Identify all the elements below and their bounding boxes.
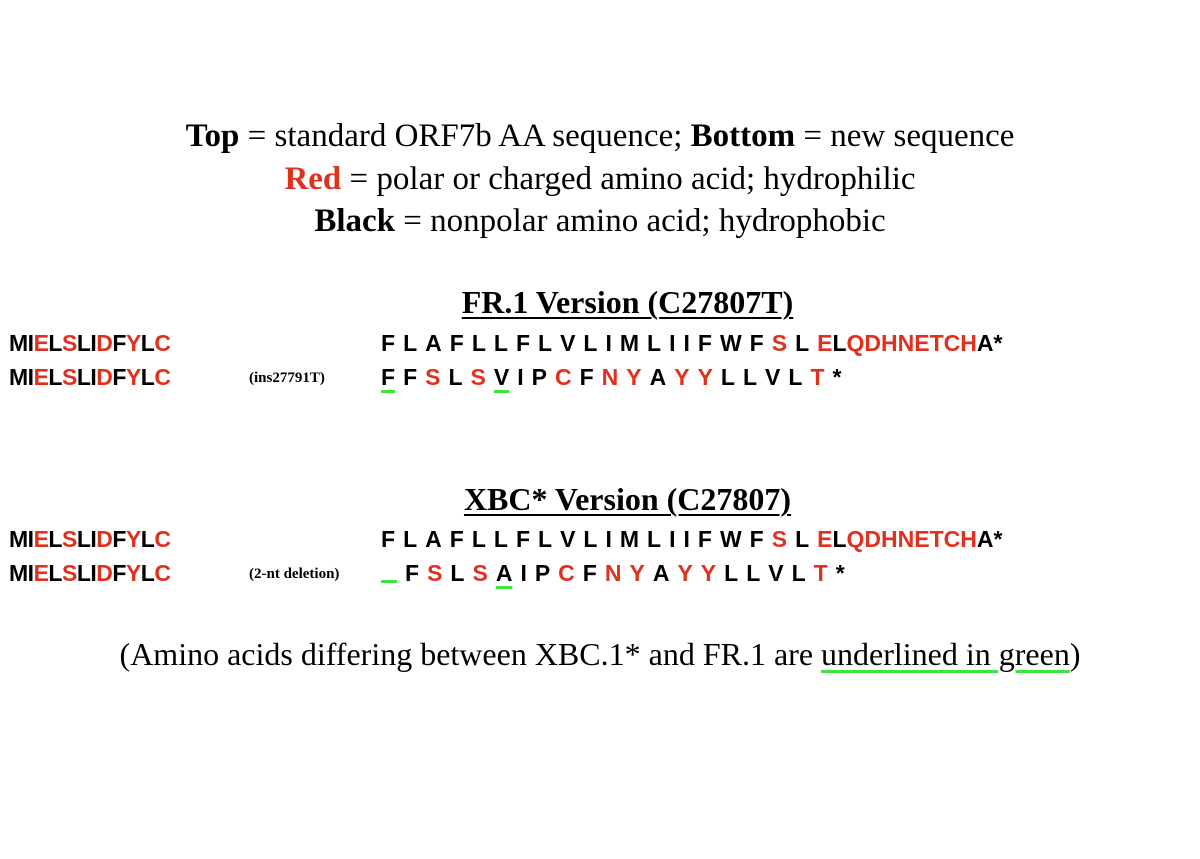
amino-acid-segment: L xyxy=(48,330,62,356)
legend-red-desc: = polar or charged amino acid; hydrophilic xyxy=(341,161,916,197)
legend-line-1 xyxy=(0,115,1200,157)
amino-acid-segment: A* xyxy=(976,330,1003,356)
amino-acid-segment: F xyxy=(112,330,126,356)
amino-acid: L xyxy=(403,330,418,356)
amino-acid-segment: E xyxy=(33,560,49,586)
amino-acid: L xyxy=(724,560,739,586)
amino-acid-segment: MI xyxy=(9,560,34,586)
amino-acid: L xyxy=(471,526,486,552)
amino-acid: L xyxy=(720,364,735,390)
amino-acid: A xyxy=(649,364,667,390)
amino-acid-differing: A xyxy=(495,560,513,586)
amino-acid: I xyxy=(683,526,690,552)
legend-black-label: Black xyxy=(314,203,396,239)
amino-acid: I xyxy=(517,364,524,390)
amino-acid-segment: C xyxy=(154,364,171,390)
amino-acid: V xyxy=(560,330,576,356)
amino-acid: L xyxy=(583,526,598,552)
sequence-row-xbc-bottom xyxy=(9,560,1194,590)
amino-acid-segment: L xyxy=(48,526,62,552)
amino-acid: L xyxy=(795,526,810,552)
amino-acid: N xyxy=(604,560,622,586)
amino-acid-segment: S xyxy=(61,526,77,552)
amino-acid: Y xyxy=(697,364,713,390)
amino-acid: S xyxy=(470,364,486,390)
amino-acid: I xyxy=(669,330,676,356)
amino-acid: L xyxy=(788,364,803,390)
amino-acid: * xyxy=(832,364,842,390)
amino-acid: V xyxy=(560,526,576,552)
amino-acid: A xyxy=(425,330,442,356)
amino-acid-segment: L xyxy=(140,560,155,586)
amino-acid: F xyxy=(579,364,594,390)
amino-acid: T xyxy=(810,364,825,390)
amino-acid-segment: F xyxy=(112,364,126,390)
amino-acid xyxy=(817,330,846,357)
amino-acid: I xyxy=(520,560,527,586)
amino-acid: A xyxy=(425,526,442,552)
mutation-note: (ins27791T) xyxy=(249,370,325,386)
amino-acid: F xyxy=(381,526,396,552)
deletion-gap-marker xyxy=(381,580,397,583)
amino-acid: F xyxy=(697,526,712,552)
amino-acid: S xyxy=(427,560,443,586)
amino-acid: L xyxy=(403,526,418,552)
amino-acid: C xyxy=(558,560,575,586)
amino-acid: L xyxy=(583,330,598,356)
amino-acid-segment: S xyxy=(61,330,77,356)
amino-acid: L xyxy=(795,330,810,356)
amino-acid: S xyxy=(771,330,788,356)
legend-bottom-label: Bottom xyxy=(690,118,796,154)
amino-acid-segment: E xyxy=(33,526,49,552)
legend-black-desc: = nonpolar amino acid; hydrophobic xyxy=(395,203,886,239)
amino-acid xyxy=(847,330,1003,357)
legend-bottom-desc: = new sequence xyxy=(795,118,1015,154)
prefix-sequence xyxy=(9,526,170,553)
footer-note xyxy=(0,636,1200,673)
amino-acid-segment: E xyxy=(817,330,833,356)
amino-acid-segment: QDHNETCH xyxy=(846,330,977,356)
amino-acid: L xyxy=(742,364,758,390)
amino-acid: V xyxy=(768,560,784,586)
amino-acid-segment: F xyxy=(112,526,126,552)
amino-acid: F xyxy=(449,330,464,356)
amino-acid: S xyxy=(425,364,441,390)
amino-acid: W xyxy=(719,330,742,356)
amino-acid: L xyxy=(493,330,508,356)
amino-acid-segment: D xyxy=(96,364,113,390)
amino-acid-segment: C xyxy=(154,560,171,586)
residue-track xyxy=(381,560,853,587)
amino-acid-segment: LI xyxy=(76,330,97,356)
sequence-row-fr1-top xyxy=(9,330,1194,360)
amino-acid: L xyxy=(647,330,662,356)
amino-acid: L xyxy=(448,364,463,390)
amino-acid: L xyxy=(450,560,465,586)
amino-acid: I xyxy=(605,330,612,356)
amino-acid: P xyxy=(531,364,547,390)
amino-acid-segment: MI xyxy=(9,330,34,356)
amino-acid-segment: A* xyxy=(976,526,1003,552)
amino-acid xyxy=(817,526,846,553)
amino-acid-segment: S xyxy=(61,560,77,586)
amino-acid: L xyxy=(538,330,553,356)
amino-acid: F xyxy=(749,330,764,356)
amino-acid-segment: L xyxy=(140,330,155,356)
amino-acid: N xyxy=(601,364,619,390)
amino-acid: F xyxy=(381,330,396,356)
amino-acid: S xyxy=(771,526,788,552)
amino-acid-segment: MI xyxy=(9,364,34,390)
amino-acid-segment: MI xyxy=(9,526,34,552)
amino-acid-segment: LI xyxy=(76,364,97,390)
amino-acid-segment: L xyxy=(140,364,155,390)
footer-close-paren: ) xyxy=(1069,636,1081,672)
amino-acid: M xyxy=(619,526,640,552)
footer-text: (Amino acids differing between XBC.1* and FR.1 are xyxy=(119,636,822,672)
amino-acid: L xyxy=(647,526,662,552)
section-title-xbc: XBC* Version (C27807) xyxy=(463,481,792,517)
amino-acid-segment: D xyxy=(96,330,113,356)
amino-acid: F xyxy=(405,560,420,586)
legend-top-desc: = standard ORF7b AA sequence; xyxy=(239,118,691,154)
amino-acid: F xyxy=(749,526,764,552)
amino-acid-segment: E xyxy=(33,364,49,390)
amino-acid-differing: F xyxy=(381,364,396,390)
amino-acid: I xyxy=(669,526,676,552)
amino-acid-segment: L xyxy=(140,526,155,552)
amino-acid-segment: C xyxy=(154,526,171,552)
mutation-note: (2-nt deletion) xyxy=(249,566,340,582)
residue-track xyxy=(381,526,1010,553)
prefix-sequence xyxy=(9,330,170,357)
amino-acid: L xyxy=(471,330,486,356)
residue-track xyxy=(381,330,1010,357)
amino-acid xyxy=(847,526,1003,553)
amino-acid: Y xyxy=(629,560,645,586)
amino-acid: F xyxy=(515,526,530,552)
amino-acid: F xyxy=(697,330,712,356)
footer-underlined-text: underlined in green xyxy=(821,636,1070,672)
legend-red-label: Red xyxy=(284,161,342,197)
amino-acid: L xyxy=(746,560,761,586)
amino-acid-segment: Y xyxy=(125,364,141,390)
amino-acid: F xyxy=(582,560,597,586)
amino-acid-segment: L xyxy=(832,330,847,356)
amino-acid-segment: LI xyxy=(76,526,97,552)
amino-acid: C xyxy=(554,364,572,390)
amino-acid-segment: S xyxy=(61,364,77,390)
amino-acid: Y xyxy=(677,560,693,586)
amino-acid: I xyxy=(605,526,612,552)
amino-acid-segment: E xyxy=(817,526,833,552)
amino-acid: F xyxy=(449,526,464,552)
amino-acid: W xyxy=(719,526,742,552)
amino-acid-segment: Y xyxy=(125,560,141,586)
amino-acid-segment: LI xyxy=(76,560,97,586)
amino-acid-segment: L xyxy=(48,364,62,390)
amino-acid: T xyxy=(813,560,828,586)
legend-line-2 xyxy=(0,158,1200,200)
amino-acid: * xyxy=(835,560,845,586)
amino-acid: Y xyxy=(674,364,690,390)
amino-acid-segment: Y xyxy=(125,330,141,356)
amino-acid: L xyxy=(791,560,806,586)
sequence-row-xbc-top xyxy=(9,526,1194,556)
amino-acid: I xyxy=(683,330,690,356)
amino-acid: V xyxy=(765,364,781,390)
section-title-fr1: FR.1 Version (C27807T) xyxy=(461,284,794,320)
amino-acid: S xyxy=(472,560,488,586)
amino-acid: L xyxy=(493,526,508,552)
amino-acid-segment: C xyxy=(154,330,171,356)
amino-acid-segment: QDHNETCH xyxy=(846,526,977,552)
amino-acid: Y xyxy=(700,560,717,586)
amino-acid: Y xyxy=(626,364,642,390)
legend-top-label: Top xyxy=(185,118,240,154)
amino-acid-segment: D xyxy=(96,526,113,552)
amino-acid: F xyxy=(403,364,418,390)
amino-acid: A xyxy=(652,560,670,586)
amino-acid: L xyxy=(538,526,553,552)
amino-acid-segment: E xyxy=(33,330,49,356)
prefix-sequence xyxy=(9,560,170,587)
amino-acid-segment: Y xyxy=(125,526,141,552)
legend-line-3 xyxy=(0,200,1200,242)
residue-track xyxy=(381,364,849,391)
prefix-sequence xyxy=(9,364,170,391)
amino-acid: P xyxy=(534,560,551,586)
amino-acid-segment: D xyxy=(96,560,113,586)
sequence-row-fr1-bottom xyxy=(9,364,1194,394)
amino-acid-segment: F xyxy=(112,560,126,586)
amino-acid: F xyxy=(515,330,530,356)
amino-acid-differing: V xyxy=(493,364,510,390)
amino-acid-segment: L xyxy=(832,526,847,552)
amino-acid: M xyxy=(619,330,640,356)
amino-acid-segment: L xyxy=(48,560,62,586)
